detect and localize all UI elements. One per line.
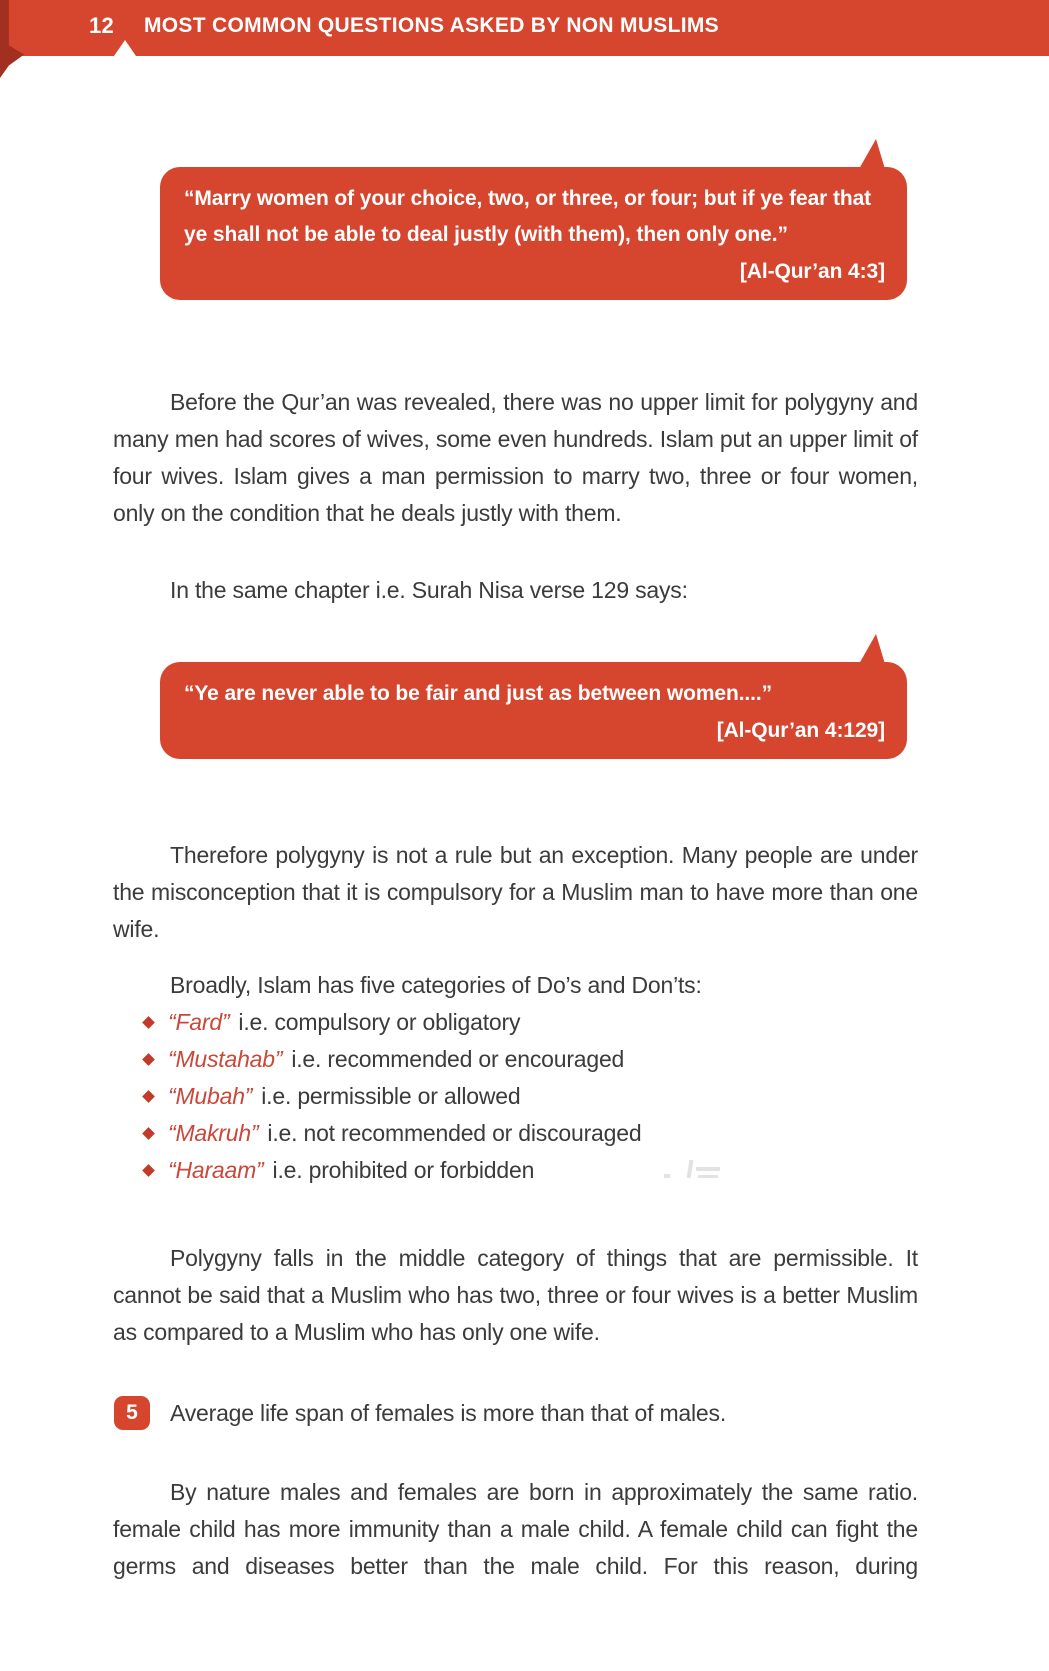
diamond-bullet-icon — [142, 1090, 155, 1103]
body-paragraph: Therefore polygyny is not a rule but an exception. Many people are under the misconception that it is compulsory for a Muslim man to have more than one wife. — [113, 842, 918, 942]
list-item — [113, 1041, 918, 1078]
diamond-bullet-icon — [142, 1016, 155, 1029]
body-paragraph: By nature males and females are born in approximately the same ratio. female child has more immunity than a male child. A female child can fight the germs and diseases better than the male child. For this reason, during — [113, 1479, 918, 1579]
quote-text: “Ye are never able to be fair and just as between women....” — [184, 682, 773, 705]
header-notch-icon — [114, 40, 136, 56]
list-intro-line: Broadly, Islam has five categories of Do’s and Don’ts: — [170, 972, 702, 998]
bubble-tail-icon — [859, 139, 885, 169]
category-term: “Mubah” — [168, 1083, 253, 1109]
category-definition: i.e. not recommended or discouraged — [267, 1120, 642, 1146]
body-paragraph: Before the Qur’an was revealed, there was no upper limit for polygyny and many men had scores of wives, some even hundreds. Islam put an upper limit of four wives. Islam gives a man permission to marry two, three or four women, only on the condition that he deals justly with them. — [113, 389, 918, 526]
question-number-badge: 5 — [114, 1396, 150, 1430]
quran-quote-bubble-2 — [160, 662, 907, 759]
category-term: “Fard” — [168, 1009, 230, 1035]
question-heading: Average life span of females is more than that of males. — [170, 1400, 727, 1426]
diamond-bullet-icon — [142, 1053, 155, 1066]
category-term: “Makruh” — [168, 1120, 259, 1146]
lead-in-line: In the same chapter i.e. Surah Nisa verse 129 says: — [170, 577, 688, 603]
category-list — [113, 1004, 918, 1189]
quran-quote-bubble-1 — [160, 167, 907, 300]
quote-source: [Al-Qur’an 4:3] — [739, 260, 885, 283]
category-definition: i.e. permissible or allowed — [261, 1083, 521, 1109]
page-number: 12 — [89, 13, 115, 38]
print-artifact — [662, 1158, 724, 1186]
diamond-bullet-icon — [142, 1164, 155, 1177]
chapter-header-bar — [0, 0, 1049, 56]
list-item — [113, 1152, 918, 1189]
body-paragraph: Polygyny falls in the middle category of things that are permissible. It cannot be said that a Muslim who has two, three or four wives is a better Muslim as compared to a Muslim who has only one wife. — [113, 1245, 918, 1345]
quote-text: “Marry women of your choice, two, or three, or four; but if ye fear that ye shall not be able to deal justly (with them), then only one.” — [184, 187, 872, 246]
category-term: “Haraam” — [168, 1157, 264, 1183]
list-item — [113, 1078, 918, 1115]
category-definition: i.e. prohibited or forbidden — [272, 1157, 535, 1183]
category-definition: i.e. compulsory or obligatory — [238, 1009, 521, 1035]
list-item — [113, 1004, 918, 1041]
chapter-title: MOST COMMON QUESTIONS ASKED BY NON MUSLIMS — [144, 14, 719, 37]
bubble-tail-icon — [859, 634, 885, 664]
list-item — [113, 1115, 918, 1152]
category-definition: i.e. recommended or encouraged — [291, 1046, 625, 1072]
diamond-bullet-icon — [142, 1127, 155, 1140]
category-term: “Mustahab” — [168, 1046, 283, 1072]
quote-source: [Al-Qur’an 4:129] — [716, 719, 885, 742]
